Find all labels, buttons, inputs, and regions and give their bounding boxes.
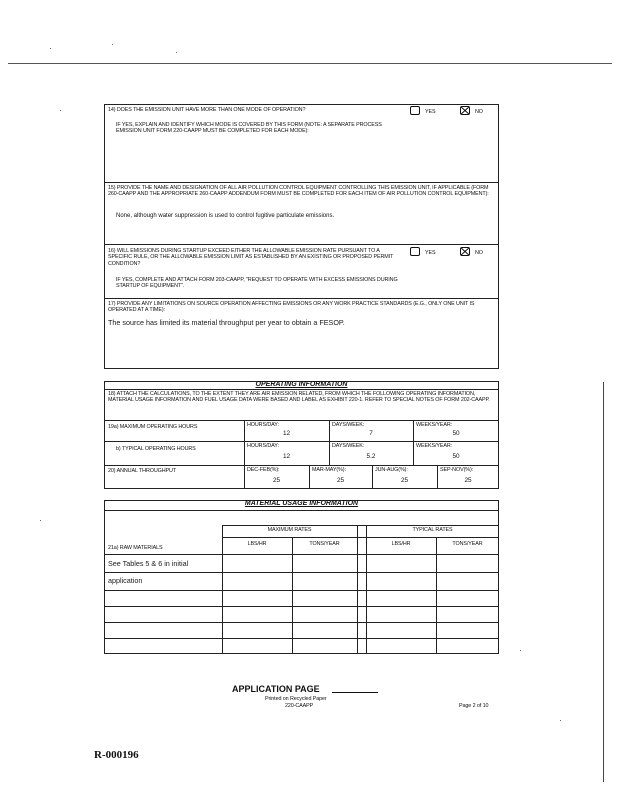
max-days-week-value: 7 <box>369 430 373 437</box>
q19b-row-top <box>104 441 499 442</box>
rates-header-rule <box>222 525 499 526</box>
scan-speck <box>112 44 113 45</box>
q16-yes-label: YES <box>425 250 436 256</box>
max-hours-day-value: 12 <box>282 430 291 437</box>
operating-title: OPERATING INFORMATION <box>255 381 348 388</box>
typ-hours-label: b) TYPICAL OPERATING HOURS <box>116 446 196 452</box>
scan-speck <box>60 110 61 111</box>
page-top-rule <box>8 63 612 64</box>
sep-nov-label: SEP-NOV(%): <box>440 467 474 473</box>
scan-speck <box>560 720 561 721</box>
q15-answer: None, although water suppression is used to control fugitive particulate emissions. <box>116 213 335 219</box>
jun-aug-label: JUN-AUG(%): <box>375 467 408 473</box>
operating-title-rule <box>104 389 499 390</box>
jun-aug-value: 25 <box>400 477 409 484</box>
max-rates-header: MAXIMUM RATES <box>267 527 312 533</box>
mat-row-5 <box>104 622 499 623</box>
footer-title: APPLICATION PAGE <box>232 684 320 694</box>
scan-speck <box>520 650 521 651</box>
q14-no-checkbox[interactable] <box>460 106 470 115</box>
divider-q16 <box>104 244 499 245</box>
material-title: MATERIAL USAGE INFORMATION <box>244 500 359 507</box>
scan-speck <box>40 520 41 521</box>
material-title-rule <box>104 510 499 511</box>
typ-rates-header: TYPICAL RATES <box>412 527 453 533</box>
mar-may-label: MAR-MAY(%): <box>312 467 346 473</box>
bates-stamp: R-000196 <box>94 749 139 761</box>
q14-no-label: NO <box>475 109 483 115</box>
dec-feb-value: 25 <box>272 477 281 484</box>
sep-nov-value: 25 <box>464 477 472 484</box>
q16-question: 16) WILL EMISSIONS DURING STARTUP EXCEED EITHER THE ALLOWABLE EMISSION RATE PURSUANT TO A SPECIFIC RULE, OR THE ALLOWABLE EMISSION LIMIT AS ESTABLISHED BY AN EXISTING OR PROPOSED PERMIT CONDITION? <box>108 248 394 267</box>
typ-weeks-year-label: WEEKS/YEAR: <box>416 443 453 449</box>
rates-subheader-rule <box>222 537 499 538</box>
q19a-row-top <box>104 420 499 421</box>
q16-no-checkbox[interactable] <box>460 247 470 256</box>
q15-question: 15) PROVIDE THE NAME AND DESIGNATION OF ALL AIR POLLUTION CONTROL EQUIPMENT CONTROLLING THIS EMISSION UNIT, IF APPLICABLE (FORM 260-CAAPP AND THE APPROPRIATE 260-CAAPP ADDENDUM FORM MUST BE COMPLETED FOR EACH ITEM OF AIR POLLUTION CONTROL EQUIPMENT): <box>108 185 489 198</box>
mat-row-1 <box>104 554 499 555</box>
mat-row-3 <box>104 590 499 591</box>
q14-question: 14) DOES THE EMISSION UNIT HAVE MORE THAN ONE MODE OF OPERATION? <box>108 107 306 113</box>
dec-feb-label: DEC-FEB(%): <box>247 467 280 473</box>
typ-days-week-label: DAYS/WEEK: <box>332 443 365 449</box>
typ-hours-day-value: 12 <box>282 453 291 460</box>
q20-row-top <box>104 465 499 466</box>
max-hours-day-label: HOURS/DAY: <box>247 422 279 428</box>
q14-yes-label: YES <box>425 109 436 115</box>
q17-question: 17) PROVIDE ANY LIMITATIONS ON SOURCE OPERATION AFFECTING EMISSIONS OR ANY WORK PRACTICE STANDARDS (E.G., ONLY ONE UNIT IS OPERATED AT A TIME): <box>108 301 475 314</box>
typ-hours-day-label: HOURS/DAY: <box>247 443 279 449</box>
mat-row-2 <box>104 572 499 573</box>
raw-materials-label: 21a) RAW MATERIALS <box>108 545 163 551</box>
throughput-label: 20) ANNUAL THROUGHPUT <box>108 468 176 474</box>
material-panel <box>104 500 499 654</box>
typ-weeks-year-value: 50 <box>452 453 460 460</box>
questions-panel <box>104 104 499 369</box>
max-tons-year-header: TONS/YEAR <box>309 541 340 547</box>
footer-page-number: Page 2 of 10 <box>459 703 489 709</box>
scan-speck <box>176 52 177 53</box>
max-hours-label: 19a) MAXIMUM OPERATING HOURS <box>108 424 198 430</box>
max-weeks-year-value: 50 <box>452 430 460 437</box>
q16-instructions: IF YES, COMPLETE AND ATTACH FORM 203-CAAPP, "REQUEST TO OPERATE WITH EXCESS EMISSIONS DURING STARTUP OF EQUIPMENT". <box>116 277 398 290</box>
q17-answer: The source has limited its material throughput per year to obtain a FESOP. <box>108 318 345 327</box>
mat-row-6 <box>104 638 499 639</box>
mar-may-value: 25 <box>336 477 345 484</box>
divider-q17 <box>104 298 499 299</box>
raw-material-note-line1: See Tables 5 & 6 in initial <box>108 559 189 568</box>
q16-yes-checkbox[interactable] <box>410 247 420 256</box>
scan-edge-line <box>603 382 604 782</box>
scan-speck <box>50 48 51 49</box>
typ-days-week-value: 5.2 <box>366 453 376 460</box>
typ-tons-year-header: TONS/YEAR <box>452 541 483 547</box>
q14-instructions: IF YES, EXPLAIN AND IDENTIFY WHICH MODE IS COVERED BY THIS FORM (NOTE: A SEPARATE PROCESS EMISSION UNIT FORM 220-CAAPP MUST BE COMPLETED FOR EACH MODE): <box>116 122 382 135</box>
q18-text: 18) ATTACH THE CALCULATIONS, TO THE EXTENT THEY ARE AIR EMISSION RELATED, FROM WHICH THE FOLLOWING OPERATING INFORMATION, MATERIAL USAGE INFORMATION AND FUEL USAGE DATA WERE BASED AND LABEL AS EXHIBIT 220-1. REFER TO SPECIAL NOTES OF FORM 202-CAAPP. <box>108 391 490 404</box>
typ-lbs-hr-header: LBS/HR <box>391 541 411 547</box>
divider-q15 <box>104 182 499 183</box>
footer-form: 220-CAAPP <box>285 703 314 709</box>
max-weeks-year-label: WEEKS/YEAR: <box>416 422 453 428</box>
raw-material-note-line2: application <box>108 576 143 585</box>
max-days-week-label: DAYS/WEEK: <box>332 422 365 428</box>
mat-row-4 <box>104 606 499 607</box>
max-lbs-hr-header: LBS/HR <box>247 541 267 547</box>
footer-title-blank <box>332 692 378 693</box>
footer-printed: Printed on Recycled Paper <box>265 696 327 702</box>
q14-yes-checkbox[interactable] <box>410 106 420 115</box>
q16-no-label: NO <box>475 250 483 256</box>
